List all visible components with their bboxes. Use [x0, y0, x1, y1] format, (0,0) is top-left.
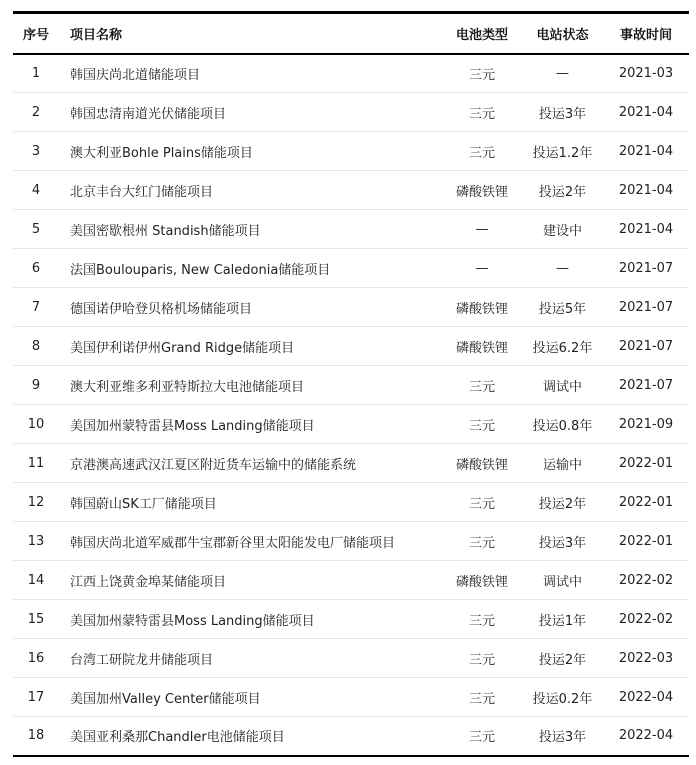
table-row	[13, 717, 689, 756]
cell-time: 2021-04	[618, 104, 674, 120]
table-row	[13, 561, 689, 600]
cell-name: 澳大利亚Bohle Plains储能项目	[70, 145, 253, 161]
table-header	[13, 13, 689, 54]
cell-status: 投运3年	[538, 535, 587, 551]
header-row	[13, 13, 689, 54]
cell-battery: 三元	[468, 652, 495, 668]
table-row	[13, 132, 689, 171]
header-no: 序号	[22, 27, 49, 43]
table-body	[13, 54, 689, 756]
cell-no: 13	[27, 533, 45, 549]
cell-status: 投运2年	[538, 652, 587, 668]
cell-battery: 磷酸铁锂	[455, 457, 508, 473]
table-row	[13, 678, 689, 717]
cell-time: 2021-03	[618, 65, 674, 81]
cell-status: 建设中	[542, 223, 582, 239]
cell-status: 投运1.2年	[532, 145, 593, 161]
table-row	[13, 249, 689, 288]
cell-battery: 三元	[468, 418, 495, 434]
table-row	[13, 327, 689, 366]
cell-battery: —	[475, 260, 489, 276]
cell-status: 投运6.2年	[532, 340, 593, 356]
table-row	[13, 210, 689, 249]
cell-no: 5	[31, 221, 41, 237]
cell-no: 4	[31, 182, 41, 198]
cell-time: 2021-07	[618, 338, 674, 354]
cell-name: 澳大利亚维多利亚特斯拉大电池储能项目	[70, 379, 305, 395]
cell-no: 15	[27, 611, 45, 627]
cell-name: 美国亚利桑那Chandler电池储能项目	[70, 730, 285, 746]
cell-status: 调试中	[542, 379, 582, 395]
cell-status: 调试中	[542, 574, 582, 590]
cell-status: 投运0.2年	[532, 691, 593, 707]
cell-no: 16	[27, 650, 45, 666]
cell-battery: 三元	[468, 106, 495, 122]
cell-battery: 三元	[468, 67, 495, 83]
table-row	[13, 288, 689, 327]
cell-status: 投运2年	[538, 184, 587, 200]
cell-battery: 三元	[468, 613, 495, 629]
cell-time: 2022-03	[618, 650, 674, 666]
cell-time: 2022-01	[618, 455, 674, 471]
cell-no: 11	[27, 455, 45, 471]
cell-name: 北京丰台大红门储能项目	[70, 184, 214, 200]
cell-battery: 磷酸铁锂	[455, 184, 508, 200]
cell-name: 台湾工研院龙井储能项目	[70, 652, 214, 668]
cell-no: 3	[31, 143, 41, 159]
cell-status: 运输中	[542, 457, 582, 473]
cell-time: 2022-01	[618, 533, 674, 549]
cell-no: 2	[31, 104, 41, 120]
cell-time: 2021-07	[618, 260, 674, 276]
cell-no: 6	[31, 260, 41, 276]
cell-status: 投运1年	[538, 613, 587, 629]
cell-battery: 三元	[468, 145, 495, 161]
cell-battery: —	[475, 221, 489, 237]
cell-name: 德国诺伊哈登贝格机场储能项目	[70, 301, 253, 317]
header-name: 项目名称	[70, 27, 123, 43]
table-row	[13, 444, 689, 483]
cell-status: 投运2年	[538, 496, 587, 512]
cell-name: 韩国蔚山SK工厂储能项目	[70, 496, 217, 512]
table-row	[13, 366, 689, 405]
cell-name: 法国Boulouparis, New Caledonia储能项目	[70, 262, 331, 278]
cell-time: 2022-02	[618, 572, 674, 588]
cell-name: 美国加州蒙特雷县Moss Landing储能项目	[70, 418, 315, 434]
cell-time: 2021-04	[618, 182, 674, 198]
cell-name: 韩国庆尚北道军威郡牛宝郡新谷里太阳能发电厂储能项目	[70, 535, 396, 551]
cell-name: 美国加州Valley Center储能项目	[70, 691, 261, 707]
cell-battery: 三元	[468, 379, 495, 395]
cell-status: 投运3年	[538, 106, 587, 122]
cell-time: 2022-04	[618, 689, 674, 705]
cell-battery: 磷酸铁锂	[455, 574, 508, 590]
table-row	[13, 405, 689, 444]
cell-time: 2021-04	[618, 143, 674, 159]
cell-status: 投运0.8年	[532, 418, 593, 434]
cell-status: —	[556, 65, 569, 81]
cell-status: —	[556, 260, 569, 276]
cell-time: 2022-04	[618, 728, 674, 744]
cell-name: 美国密歇根州 Standish储能项目	[70, 223, 261, 239]
cell-no: 8	[31, 338, 41, 354]
cell-time: 2022-02	[618, 611, 674, 627]
accident-table	[13, 11, 689, 757]
cell-status: 投运5年	[538, 301, 587, 317]
cell-no: 18	[27, 728, 45, 744]
cell-status: 投运3年	[538, 730, 587, 746]
table-row	[13, 639, 689, 678]
cell-name: 美国加州蒙特雷县Moss Landing储能项目	[70, 613, 315, 629]
cell-no: 7	[31, 299, 41, 315]
header-status: 电站状态	[536, 27, 589, 43]
cell-battery: 三元	[468, 730, 495, 746]
cell-battery: 磷酸铁锂	[455, 301, 508, 317]
cell-name: 京港澳高速武汉江夏区附近货车运输中的储能系统	[70, 457, 357, 473]
cell-no: 9	[31, 377, 41, 393]
cell-battery: 三元	[468, 496, 495, 512]
cell-no: 17	[27, 689, 45, 705]
table-row	[13, 93, 689, 132]
accident-table-container	[13, 11, 678, 757]
cell-no: 14	[27, 572, 45, 588]
cell-name: 江西上饶黄金埠某储能项目	[70, 574, 227, 590]
table-row	[13, 54, 689, 93]
table-row	[13, 522, 689, 561]
cell-time: 2022-01	[618, 494, 674, 510]
header-time: 事故时间	[619, 27, 672, 43]
header-battery: 电池类型	[455, 27, 508, 43]
cell-time: 2021-09	[618, 416, 674, 432]
cell-time: 2021-07	[618, 299, 674, 315]
cell-battery: 三元	[468, 535, 495, 551]
cell-name: 韩国庆尚北道储能项目	[70, 67, 201, 83]
cell-no: 10	[27, 416, 45, 432]
table-row	[13, 600, 689, 639]
cell-battery: 三元	[468, 691, 495, 707]
cell-battery: 磷酸铁锂	[455, 340, 508, 356]
cell-time: 2021-04	[618, 221, 674, 237]
cell-no: 1	[31, 65, 41, 81]
cell-time: 2021-07	[618, 377, 674, 393]
table-row	[13, 171, 689, 210]
cell-name: 美国伊利诺伊州Grand Ridge储能项目	[70, 340, 295, 356]
cell-name: 韩国忠清南道光伏储能项目	[70, 106, 227, 122]
cell-no: 12	[27, 494, 45, 510]
table-row	[13, 483, 689, 522]
